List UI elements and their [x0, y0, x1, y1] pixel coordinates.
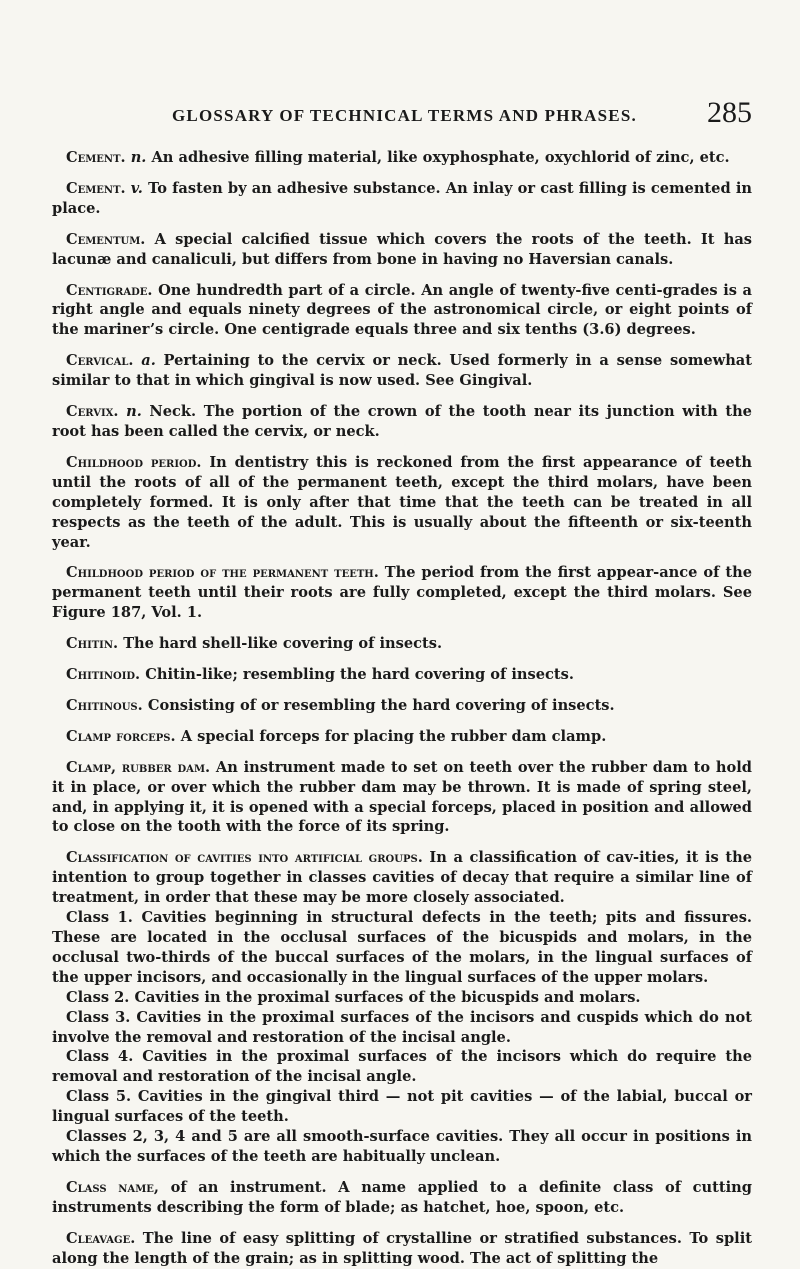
glossary-entry: Classification of cavities into artificial groups. In a classification of cav-ities, it is the intention to group together in classes cavities of decay that require a similar line of treatment, in order that these may be more closely associated. — [52, 849, 753, 907]
glossary-entry: Cement. n. An adhesive filling material, like oxyphosphate, oxychlorid of zinc, etc. — [66, 149, 730, 166]
glossary-entry: Clamp, rubber dam. An instrument made to set on teeth over the rubber dam to hold it in place, or over which the rubber dam may be thrown. It is made of spring steel, and, in applying it, it is opened with a special forceps, placed in position and allowed to close on the tooth with the force of its spring. — [52, 758, 752, 836]
class-description: Class 1. Cavities beginning in structural defects in the teeth; pits and fissures. These are located in the occlusal surfaces of the bicuspids and molars, in the occlusal two-thirds of the buccal surfaces of the molars, in the lingual surfaces of the upper incisors, and occasionally in the lingual surfaces of the upper molars. — [52, 909, 752, 986]
glossary-entry: Cement. v. To fasten by an adhesive substance. An inlay or cast filling is cemented in place. — [52, 179, 752, 217]
class-description: Class 4. Cavities in the proximal surfaces of the incisors which do require the removal and restoration of the incisal angle. — [52, 1048, 752, 1086]
class-description: Class 2. Cavities in the proximal surfaces of the bicuspids and molars. — [66, 988, 641, 1006]
class-note: Classes 2, 3, 4 and 5 are all smooth-surface cavities. They all occur in positions in which the surfaces of the teeth are habitually unclean. — [52, 1128, 752, 1165]
glossary-entry: Clamp forceps. A special forceps for placing the rubber dam clamp. — [66, 727, 607, 745]
glossary-entry: Chitin. The hard shell-like covering of insects. — [66, 635, 443, 653]
glossary-entry: Cervical. a. Pertaining to the cervix or neck. Used formerly in a sense somewhat similar to that in which gingival is now used. See Gingival. — [52, 352, 752, 390]
class-description: Class 5. Cavities in the gingival third — not pit cavities — of the labial, buccal or lingual surfaces of the teeth. — [52, 1088, 752, 1126]
glossary-entry: Cervix. n. Neck. The portion of the crown of the tooth near its junction with the root has been called the cervix, or neck. — [52, 403, 752, 440]
glossary-entry: Chitinous. Consisting of or resembling the hard covering of insects. — [66, 696, 615, 714]
glossary-entry: Childhood period. In dentistry this is reckoned from the first appearance of teeth until the roots of all of the permanent teeth, except the third molars, have been completely formed. It is only after that time that the teeth can be treated in all respects as the teeth of the adult. This is usually about the fifteenth or six-teenth year. — [52, 453, 752, 551]
glossary-body — [52, 148, 752, 1269]
glossary-entry: Cementum. A special calcified tissue which covers the roots of the teeth. It has lacunæ and canaliculi, but differs from bone in having no Haversian canals. — [52, 230, 752, 268]
glossary-entry: Class name, of an instrument. A name applied to a definite class of cutting instruments describing the form of blade; as hatchet, hoe, spoon, etc. — [52, 1178, 752, 1216]
running-head: GLOSSARY OF TECHNICAL TERMS AND PHRASES. — [172, 106, 637, 125]
page-number: 285 — [707, 96, 752, 129]
page-header — [52, 96, 752, 136]
glossary-entry: Centigrade. One hundredth part of a circle. An angle of twenty-five centi-grades is a right angle and equals ninety degrees of the astronomical circle, or eight points of the mariner’s circle. One centigrade equals three and six tenths (3.6) degrees. — [52, 281, 752, 339]
glossary-entry: Cleavage. The line of easy splitting of crystalline or stratified substances. To split along the length of the grain; as in splitting wood. The act of splitting the — [52, 1229, 752, 1267]
glossary-entry: Chitinoid. Chitin-like; resembling the hard covering of insects. — [66, 666, 574, 684]
class-description: Class 3. Cavities in the proximal surfaces of the incisors and cuspids which do not involve the removal and restoration of the incisal angle. — [52, 1008, 752, 1046]
glossary-entry: Childhood period of the permanent teeth. The period from the first appear-ance of the permanent teeth until their roots are fully completed, except the third molars. See Figure 187, Vol. 1. — [52, 564, 752, 622]
